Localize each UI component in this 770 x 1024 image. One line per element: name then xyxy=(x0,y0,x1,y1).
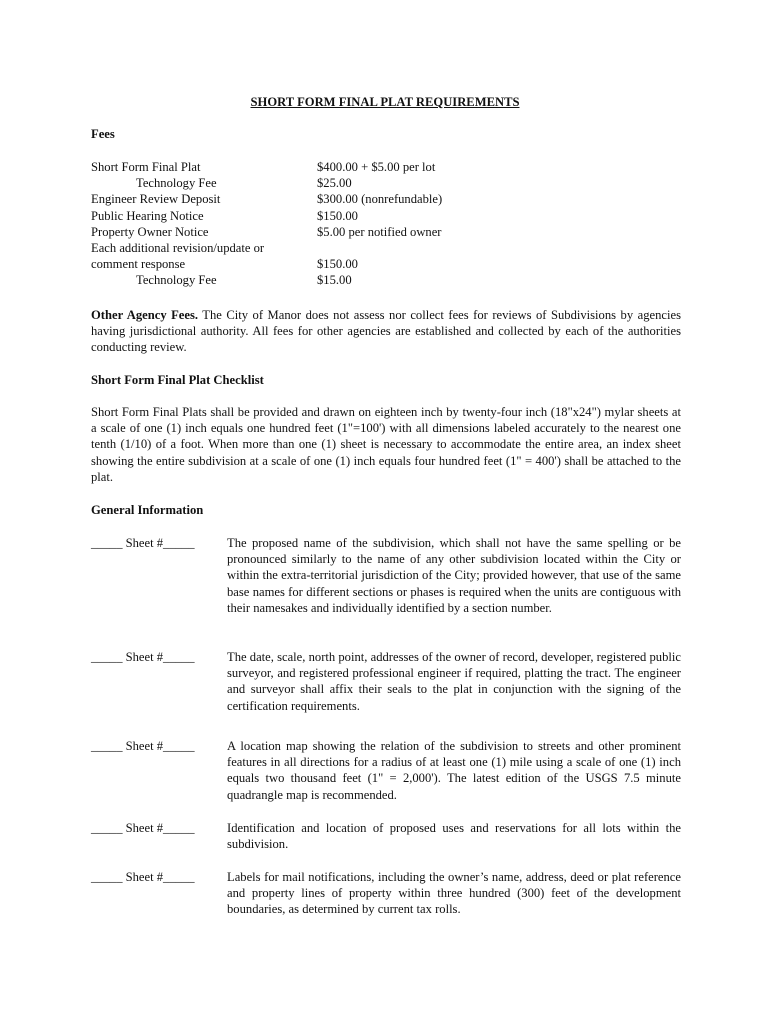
fees-table xyxy=(91,159,691,289)
fee-row xyxy=(91,175,691,191)
item-text: The proposed name of the subdivision, which shall not have the same spelling or be pronounced similarly to the name of any other subdivision located within the City or within the extra-territorial jurisdiction of the City; provided however, that use of the same base names for different sections or phases is required when the units are contiguous with their namesakes and individually identified by a section number. xyxy=(227,536,681,615)
fee-label: Technology Fee xyxy=(136,273,217,288)
item-text: Identification and location of proposed uses and reservations for all lots within the subdivision. xyxy=(227,821,681,852)
other-agency-lead: Other Agency Fees. xyxy=(91,308,199,322)
item-text: The date, scale, north point, addresses of the owner of record, developer, registered public surveyor, and registered professional engineer if required, platting the tract. The engineer and surveyor shall affix their seals to the plat in conjunction with the signing of the certification requirements. xyxy=(227,650,681,713)
fee-label: Engineer Review Deposit xyxy=(91,192,221,207)
sheet-blank: _____ Sheet #_____ xyxy=(91,870,195,884)
fee-label: comment response xyxy=(91,257,186,272)
fee-label: Technology Fee xyxy=(136,176,217,191)
sheet-blank: _____ Sheet #_____ xyxy=(91,821,195,835)
fee-row xyxy=(91,208,691,224)
checklist-paragraph: Short Form Final Plats shall be provided and drawn on eighteen inch by twenty-four inch (18"x24") mylar sheets at a scale of one (1) inch equals one hundred feet (1"=100') with all dimensions labeled accurately to the nearest one tenth (1/10) of a foot. When more than one (1) sheet is necessary to accommodate the entire area, an index sheet showing the entire subdivision at a scale of one (1) inch equals four hundred feet (1" = 400') shall be attached to the plat. xyxy=(91,405,681,484)
fee-value: $15.00 xyxy=(317,273,352,288)
fee-row xyxy=(91,256,691,272)
sheet-blank: _____ Sheet #_____ xyxy=(91,650,195,664)
general-information-heading: General Information xyxy=(91,503,204,517)
fee-label: Public Hearing Notice xyxy=(91,208,204,223)
fee-row xyxy=(91,191,691,207)
fee-label: Each additional revision/update or xyxy=(91,240,265,255)
fee-value: $300.00 (nonrefundable) xyxy=(317,192,443,207)
fee-row xyxy=(91,224,691,240)
fee-label: Short Form Final Plat xyxy=(91,160,201,174)
fee-label: Property Owner Notice xyxy=(91,224,209,239)
other-agency-paragraph xyxy=(91,307,681,356)
item-text: A location map showing the relation of the subdivision to streets and other prominent features in all directions for a radius of at least one (1) mile using a scale of one (1) inch equals two thousand feet (1" = 2,000'). The latest edition of the USGS 7.5 minute quadrangle map is recommended. xyxy=(227,739,681,802)
fee-row xyxy=(91,272,691,288)
other-agency-text: The City of Manor does not assess nor collect fees for reviews of Subdivisions by agencies having jurisdictional authority. All fees for other agencies are established and collected by each of the authorities conducting review. xyxy=(91,308,681,355)
fees-heading: Fees xyxy=(91,127,115,141)
fee-row xyxy=(91,240,691,256)
sheet-blank: _____ Sheet #_____ xyxy=(91,536,195,550)
fee-value: $25.00 xyxy=(317,176,352,191)
checklist-heading: Short Form Final Plat Checklist xyxy=(91,373,264,387)
fee-row xyxy=(91,159,691,175)
fee-value: $150.00 xyxy=(317,257,358,272)
fee-value: $400.00 + $5.00 per lot xyxy=(317,160,436,174)
fee-value: $150.00 xyxy=(317,208,358,223)
fee-value: $5.00 per notified owner xyxy=(317,224,442,239)
page-title: SHORT FORM FINAL PLAT REQUIREMENTS xyxy=(250,95,520,109)
sheet-blank: _____ Sheet #_____ xyxy=(91,739,195,753)
item-text: Labels for mail notifications, including the owner’s name, address, deed or plat reference and property lines of property within three hundred (300) feet of the development boundaries, as determined by current tax rolls. xyxy=(227,870,681,917)
